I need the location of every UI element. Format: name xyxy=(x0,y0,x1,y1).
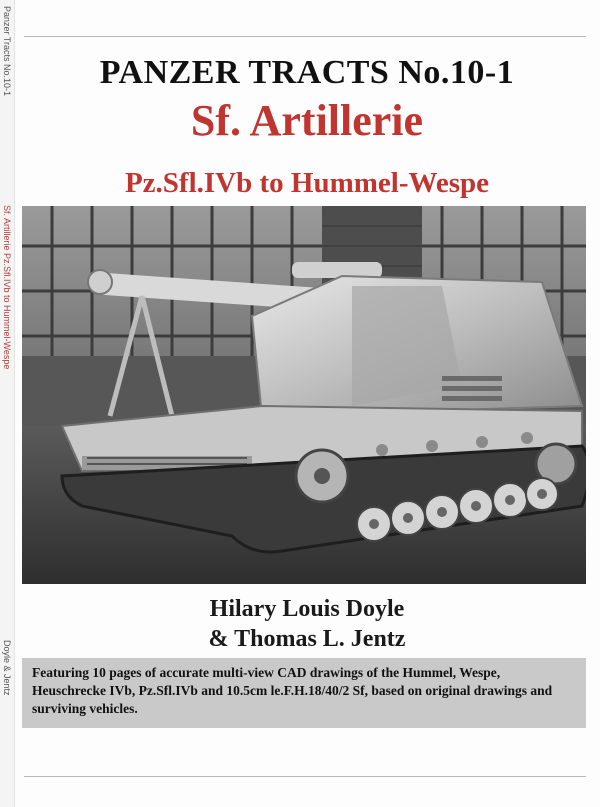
spine-authors-label: Doyle & Jentz xyxy=(2,640,12,696)
bottom-divider xyxy=(24,776,586,777)
spine-series-label: Panzer Tracts No.10-1 xyxy=(2,6,12,97)
main-title: Sf. Artillerie xyxy=(190,96,424,145)
tank-photo-illustration xyxy=(22,206,586,584)
cover-blurb: Featuring 10 pages of accurate multi-view CAD drawings of the Hummel, Wespe, Heuschrecke IVb, Pz.Sfl.IVb and 10.5cm le.F.H.18/40/2 Sf, based on original drawings and surviving vehicles. xyxy=(22,658,586,728)
series-title: PANZER TRACTS No.10-1 xyxy=(99,54,515,91)
cover-photo xyxy=(22,206,586,584)
book-spine xyxy=(0,0,15,807)
top-divider xyxy=(24,36,586,37)
author-2: & Thomas L. Jentz xyxy=(208,626,406,652)
subtitle: Pz.Sfl.IVb to Hummel-Wespe xyxy=(124,167,490,199)
authors xyxy=(14,594,600,654)
spine-title-label: Sf. Artillerie Pz.Sfl.IVb to Hummel-Wespe xyxy=(2,205,12,370)
author-1: Hilary Louis Doyle xyxy=(209,596,405,622)
